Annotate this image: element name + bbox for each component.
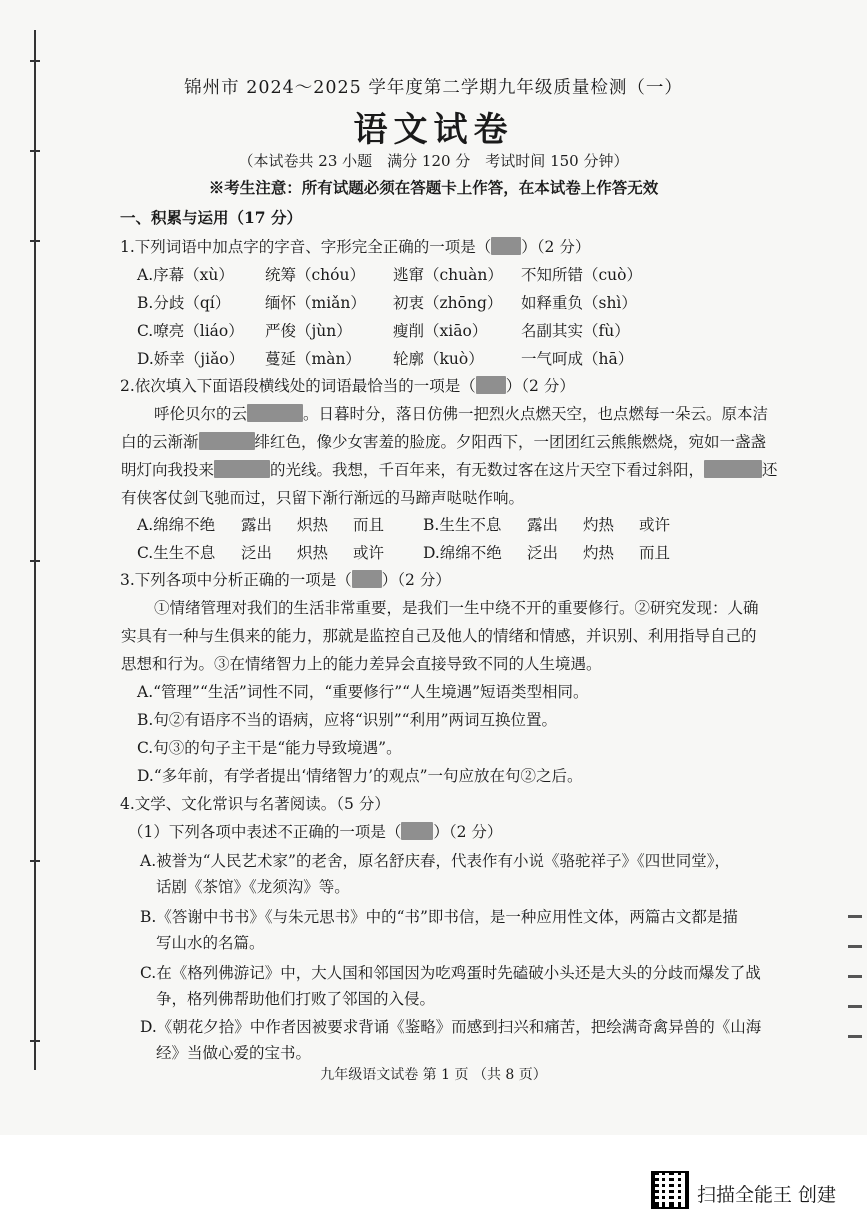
margin-mark: [848, 975, 862, 978]
q2-score: ）（2 分）: [505, 377, 575, 395]
subject-title: 语文试卷: [353, 110, 514, 150]
q1-options-row: [137, 263, 642, 285]
q4-option-c-line1: C.在《格列佛游记》中，大人国和邻国因为吃鸡蛋时先磕破小头还是大头的分歧而爆发了战: [140, 964, 761, 982]
q4-sub1-text: （1）下列各项中表述不正确的一项是（: [128, 823, 402, 841]
binding-tick: [30, 860, 40, 862]
q3-stem-text: 3.下列各项中分析正确的一项是（: [120, 571, 352, 589]
margin-mark: [848, 915, 862, 918]
option: 炽热: [297, 516, 329, 534]
option: A.绵绵不绝: [137, 516, 216, 534]
binding-tick: [30, 560, 40, 562]
q2-paragraph-line: [121, 458, 778, 480]
option: 不知所错（cuò）: [521, 266, 642, 284]
option: 一气呵成（hā）: [521, 350, 634, 368]
section-heading: 一、积累与运用（17 分）: [120, 208, 302, 227]
option: 蔓延（màn）: [265, 350, 361, 368]
q4-option-b-line1: B.《答谢中书书》《与朱元思书》中的“书”即书信，是一种应用性文体，两篇古文都是描: [140, 908, 738, 926]
q2-text: 呼伦贝尔的云: [154, 405, 248, 423]
q2-text: 明灯向我投来: [121, 461, 215, 479]
option: 或许: [353, 544, 385, 562]
q4-stem: 4.文学、文化常识与名著阅读。（5 分）: [120, 795, 390, 813]
q4-option-d-line2: 经》当做心爱的宝书。: [156, 1044, 312, 1062]
option: 轮廓（kuò）: [393, 350, 484, 368]
q3-option-b: B.句②有语序不当的语病，应将“识别”“利用”两词互换位置。: [137, 711, 558, 729]
q3-paragraph-line: 实具有一种与生俱来的能力，那就是监控自己及他人的情绪和情感，并识别、利用指导自己的: [121, 627, 757, 645]
q2-stem: [120, 374, 575, 396]
fill-blank: [704, 460, 762, 478]
q4-option-a-line1: A.被誉为“人民艺术家”的老舍，原名舒庆春，代表作有小说《骆驼祥子》《四世同堂》，: [140, 852, 730, 870]
q3-stem: [120, 568, 451, 590]
q3-option-d: D.“多年前，有学者提出‘情绪智力’的观点”一句应放在句②之后。: [137, 767, 583, 785]
answer-blank: [352, 570, 382, 588]
answer-blank: [401, 822, 433, 840]
q2-options-row: [137, 541, 670, 563]
option: 缅怀（miǎn）: [265, 294, 366, 312]
option: 如释重负（shì）: [521, 294, 637, 312]
q4-option-a-line2: 话剧《茶馆》《龙须沟》等。: [156, 878, 350, 896]
q2-text: 绯红色，像少女害羞的脸庞。夕阳西下，一团团红云熊熊燃烧，宛如一盏盏: [254, 433, 767, 451]
option: 泛出: [527, 544, 559, 562]
q2-stem-text: 2.依次填入下面语段横线处的词语最恰当的一项是（: [120, 377, 476, 395]
option: 而且: [353, 516, 385, 534]
binding-tick: [30, 240, 40, 242]
option: 露出: [241, 516, 273, 534]
q3-paragraph-line: 思想和行为。③在情绪智力上的能力差异会直接导致不同的人生境遇。: [121, 655, 602, 673]
page-footer: 九年级语文试卷 第 1 页 （共 8 页）: [320, 1067, 547, 1083]
option: D.绵绵不绝: [423, 544, 502, 562]
fill-blank: [199, 432, 255, 450]
option: B.生生不息: [423, 516, 502, 534]
option: 严俊（jùn）: [265, 322, 352, 340]
q3-option-c: C.句③的句子主干是“能力导致境遇”。: [137, 739, 402, 757]
q1-options-row: [137, 291, 637, 313]
margin-mark: [848, 1005, 862, 1008]
answer-blank: [476, 376, 506, 394]
margin-mark: [848, 945, 862, 948]
option: B.分歧（qí）: [137, 294, 231, 312]
scanner-watermark: 扫描全能王 创建: [697, 1184, 837, 1206]
exam-title: 锦州市 2024～2025 学年度第二学期九年级质量检测（一）: [184, 78, 683, 98]
q2-text: 还: [762, 461, 778, 479]
q1-stem-text: 1.下列词语中加点字的字音、字形完全正确的一项是（: [120, 238, 492, 256]
option: 灼热: [583, 516, 615, 534]
fill-blank: [247, 404, 303, 422]
option: 统筹（chóu）: [265, 266, 365, 284]
binding-tick: [30, 60, 40, 62]
qr-code-icon: [651, 1171, 689, 1209]
option: 而且: [639, 544, 671, 562]
q3-option-a: A.“管理”“生活”词性不同，“重要修行”“人生境遇”短语类型相同。: [137, 683, 589, 701]
option: 炽热: [297, 544, 329, 562]
q2-text: 。日暮时分，落日仿佛一把烈火点燃天空，也点燃每一朵云。原本洁: [303, 405, 769, 423]
q4-option-c-line2: 争，格列佛帮助他们打败了邻国的入侵。: [156, 990, 436, 1008]
q2-options-row: [137, 513, 670, 535]
option: 初衷（zhōng）: [393, 294, 503, 312]
option: 或许: [639, 516, 671, 534]
option: 名副其实（fù）: [521, 322, 630, 340]
exam-info: （本试卷共 23 小题 满分 120 分 考试时间 150 分钟）: [238, 152, 629, 170]
option: C.生生不息: [137, 544, 216, 562]
binding-tick: [30, 1040, 40, 1042]
q2-paragraph-line: [154, 402, 768, 424]
exam-notice: ※考生注意：所有试题必须在答题卡上作答，在本试卷上作答无效: [208, 178, 659, 197]
q1-options-row: [137, 319, 630, 341]
q3-paragraph-line: ①情绪管理对我们的生活非常重要，是我们一生中绕不开的重要修行。②研究发现：人确: [154, 599, 759, 617]
option: A.序幕（xù）: [137, 266, 234, 284]
q4-sub1-stem: [128, 820, 502, 842]
q2-text: 的光线。我想，千百年来，有无数过客在这片天空下看过斜阳，: [270, 461, 705, 479]
q4-sub1-score: ）（2 分）: [433, 823, 503, 841]
option: D.娇幸（jiǎo）: [137, 350, 245, 368]
q4-option-d-line1: D.《朝花夕拾》中作者因被要求背诵《鉴略》而感到扫兴和痛苦，把绘满奇禽异兽的《山海: [140, 1018, 762, 1036]
q1-options-row: [137, 347, 633, 369]
option: C.嘹亮（liáo）: [137, 322, 244, 340]
q1-score: ）（2 分）: [521, 238, 591, 256]
q4-option-b-line2: 写山水的名篇。: [156, 934, 265, 952]
option: 瘦削（xiāo）: [393, 322, 488, 340]
q3-score: ）（2 分）: [381, 571, 451, 589]
q2-paragraph-line: [121, 430, 766, 452]
option: 露出: [527, 516, 559, 534]
fill-blank: [214, 460, 270, 478]
margin-mark: [848, 1035, 862, 1038]
option: 逃窜（chuàn）: [393, 266, 503, 284]
q2-text: 白的云渐渐: [121, 433, 199, 451]
answer-blank: [491, 237, 521, 255]
option: 灼热: [583, 544, 615, 562]
option: 泛出: [241, 544, 273, 562]
q2-paragraph-line: 有侠客仗剑飞驰而过，只留下渐行渐远的马蹄声哒哒作响。: [121, 489, 525, 507]
q1-stem: [120, 235, 590, 257]
